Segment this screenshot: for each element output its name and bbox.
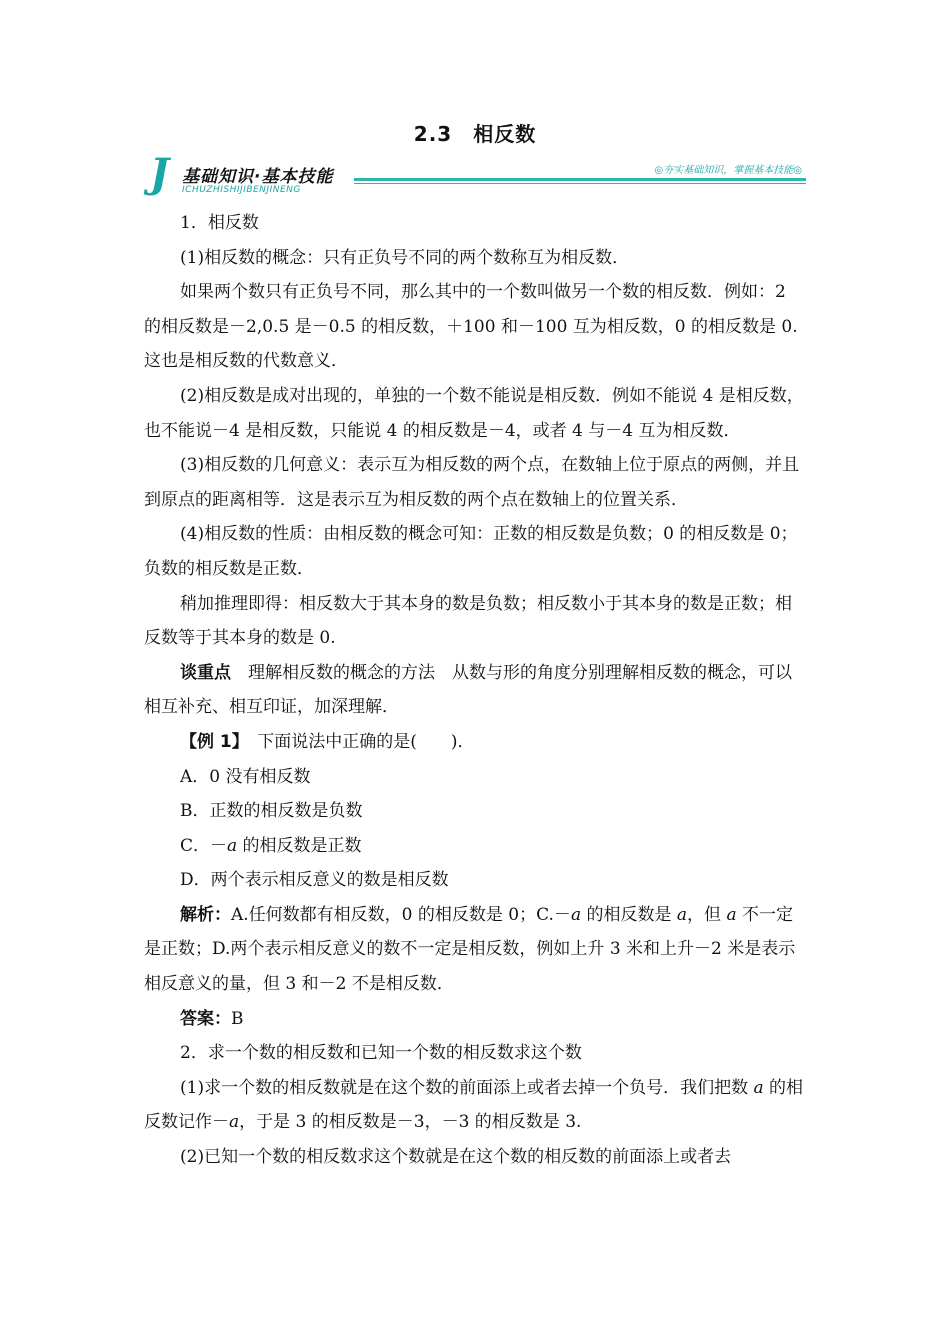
analysis-text: ，但 <box>687 904 727 925</box>
var-a: a <box>726 904 737 925</box>
paragraph: (4)相反数的性质：由相反数的概念可知：正数的相反数是负数；0 的相反数是 0；负数的相反数是正数． <box>144 524 798 579</box>
option-c-post: 的相反数是正数 <box>237 835 362 856</box>
section-banner <box>146 150 810 200</box>
option-c <box>144 829 808 864</box>
analysis-text: A.任何数都有相反数，0 的相反数是 0；C.－ <box>231 904 571 925</box>
analysis <box>144 898 808 1002</box>
var-a: a <box>227 835 238 856</box>
option-b: B．正数的相反数是负数 <box>180 801 363 822</box>
section-heading-1: 1．相反数 <box>180 213 259 233</box>
banner-title: 基础知识·基本技能 <box>182 167 334 187</box>
paragraph: (2)相反数是成对出现的，单独的一个数不能说是相反数．例如不能说 4 是相反数，也不能说－4 是相反数，只能说 4 的相反数是－4，或者 4 与－4 互为相反数． <box>144 385 804 441</box>
option-c-pre: C．－ <box>180 835 228 856</box>
paragraph: (3)相反数的几何意义：表示互为相反数的两个点，在数轴上位于原点的两侧，并且到原点的距离相等．这是表示互为相反数的两个点在数轴上的位置关系． <box>144 455 800 510</box>
analysis-text: 不一定是正数；D.两个表示相反意义的数不一定是相反数，例如上升 3 米和上升－2 米是表示相反意义的量，但 3 和－2 不是相反数． <box>144 904 796 995</box>
option-a: A．0 没有相反数 <box>180 766 311 787</box>
example-text: 下面说法中正确的是( )． <box>240 731 475 752</box>
section-heading-2: 2．求一个数的相反数和已知一个数的相反数求这个数 <box>180 1043 582 1064</box>
paragraph <box>144 1071 808 1140</box>
answer <box>144 1002 808 1037</box>
var-a: a <box>570 904 582 925</box>
banner-rule <box>354 178 806 181</box>
paragraph-text: 的相反数记作－ <box>144 1077 804 1133</box>
var-a: a <box>753 1077 764 1098</box>
key-point-text: 理解相反数的概念的方法 从数与形的角度分别理解相反数的概念，可以相互补充、相互印证，加深理解． <box>144 662 792 718</box>
analysis-label: 解析： <box>180 904 231 925</box>
paragraph: 如果两个数只有正负号不同，那么其中的一个数叫做另一个数的相反数．例如：2 的相反数是－2,0.5 是－0.5 的相反数，＋100 和－100 互为相反数，0 的相反数是 0.这也是相反数的代数意义． <box>144 282 798 372</box>
page-title: 2.3 相反数 <box>413 122 537 146</box>
example-label: 【例 1】 <box>180 731 241 752</box>
answer-value: B <box>231 1008 244 1029</box>
paragraph: 稍加推理即得：相反数大于其本身的数是负数；相反数小于其本身的数是正数；相反数等于其本身的数是 0. <box>144 593 792 649</box>
var-a: a <box>229 1112 240 1133</box>
option-d: D．两个表示相反意义的数是相反数 <box>180 870 449 891</box>
key-point-label: 谈重点 <box>180 662 231 683</box>
paragraph: (1)相反数的概念：只有正负号不同的两个数称互为相反数． <box>180 247 630 268</box>
analysis-text: 的相反数是 <box>581 904 677 925</box>
example-question <box>144 725 808 760</box>
paragraph: (2)已知一个数的相反数求这个数就是在这个数的相反数的前面添上或者去 <box>180 1147 732 1168</box>
key-point <box>144 656 808 725</box>
paragraph-text: ，于是 3 的相反数是－3，－3 的相反数是 3. <box>239 1112 582 1133</box>
banner-rule-thin <box>354 183 806 184</box>
var-a: a <box>676 904 688 925</box>
paragraph-text: (1)求一个数的相反数就是在这个数的前面添上或者去掉一个负号．我们把数 <box>180 1077 754 1098</box>
answer-label: 答案： <box>180 1008 231 1029</box>
banner-logo: J <box>150 150 169 197</box>
banner-slogan: ◎夯实基础知识，掌握基本技能◎ <box>654 165 802 176</box>
document-body <box>144 206 808 1175</box>
banner-pinyin: ICHUZHISHIJIBENJINENG <box>182 185 301 195</box>
